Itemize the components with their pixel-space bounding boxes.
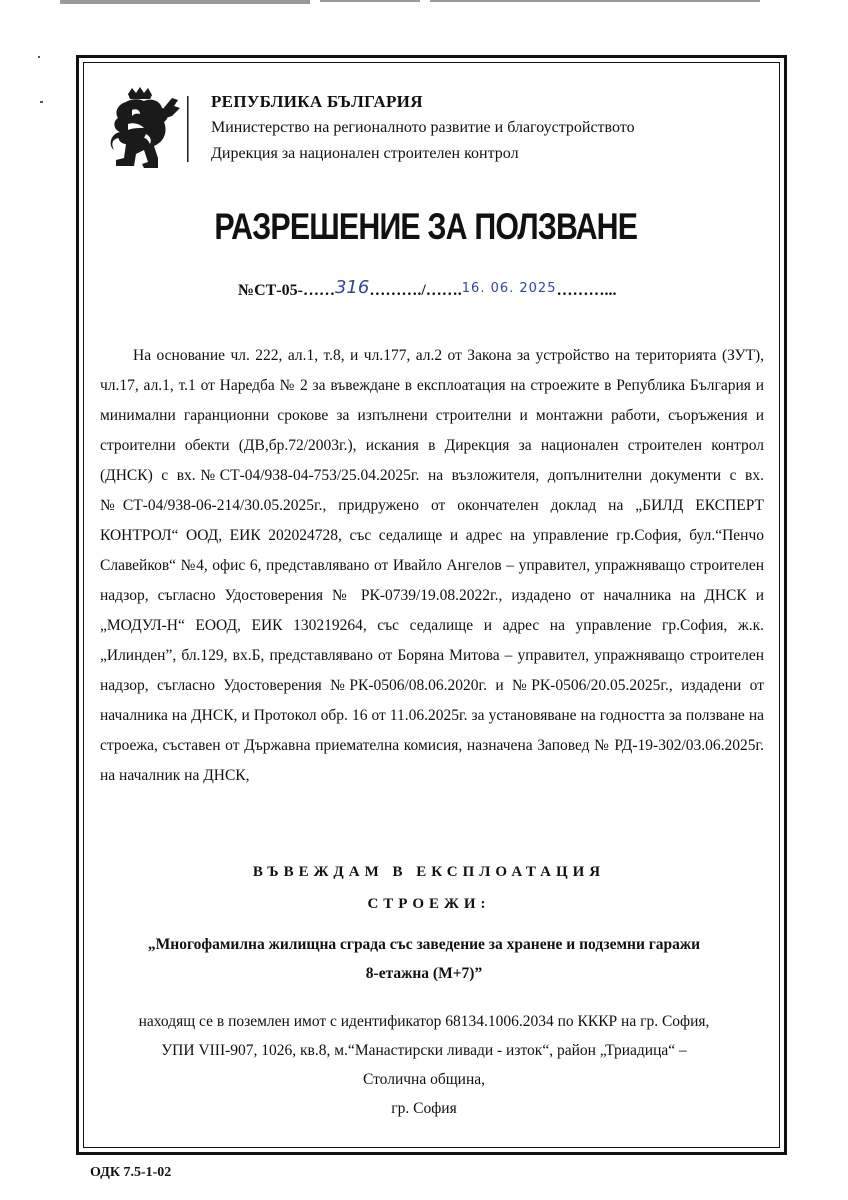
objects-heading: СТРОЕЖИ:: [367, 896, 491, 912]
registration-number: 316: [334, 277, 370, 298]
document-title: РАЗРЕШЕНИЕ ЗА ПОЛЗВАНЕ: [214, 206, 638, 247]
scan-edge-artifact: [430, 0, 760, 2]
registration-line: [238, 279, 616, 300]
registration-dots: ………...: [556, 282, 617, 299]
location-line: гр. София: [391, 1100, 457, 1117]
registration-prefix: №СТ-05-: [238, 282, 303, 299]
lion-coat-of-arms-icon: [106, 86, 192, 170]
form-code: ОДК 7.5-1-02: [90, 1165, 172, 1180]
registration-dots: ………./…….: [369, 282, 462, 299]
location-line: находящ се в поземлен имот с идентификатор 68134.1006.2034 по КККР на гр. София,: [138, 1013, 710, 1030]
location-line: Столична община,: [362, 1071, 486, 1088]
scan-edge-artifact: [60, 0, 310, 4]
registration-dots: ……: [302, 282, 335, 299]
legal-basis-paragraph: На основание чл. 222, ал.1, т.8, и чл.177, ал.2 от Закона за устройство на територията (ЗУТ), чл.17, ал.1, т.1 от Наредба № 2 за въвеждане в експлоатация на строежите в Република България и минимални гаранционни срокове за изпълнени строителни и монтажни работи, съоръжения и строителни обекти (ДВ,бр.72/2003г.), искания в Дирекция за национален строителен контрол (ДНСК) с вх.№СТ-04/938-04-753/25.04.2025г. на възложителя, допълнителни документи с вх.№СТ-04/938-06-214/30.05.2025г., придружено от окончателен доклад на „БИЛД ЕКСПЕРТ КОНТРОЛ“ ООД, ЕИК 202024728, със седалище и адрес на управление гр.София, бул.“Пенчо Славейков“ №4, офис 6, представлявано от Ивайло Ангелов – управител, упражняващо строителен надзор, съгласно Удостоверения № РК-0739/19.08.2022г., издадено от началника на ДНСК и „МОДУЛ-Н“ ЕООД, ЕИК 130219264, със седалище и адрес на управление гр.София, ж.к. „Илинден”, бл.129, вх.Б, представлявано от Боряна Митова – управител, упражняващо строителен надзор, съгласно Удостоверения №РК-0506/08.06.2020г. и №РК-0506/20.05.2025г., издадени от началника на ДНСК, и Протокол обр. 16 от 11.06.2025г. за установяване на годността за ползване на строежа, съставен от Държавна приемателна комисия, назначена Заповед № РД-19-302/03.06.2025г. на началник на ДНСК,: [100, 347, 764, 784]
registration-date: 16. 06. 2025: [461, 281, 557, 296]
scan-speck: [38, 56, 40, 58]
directorate-name: Дирекция за национален строителен контрол: [211, 145, 519, 162]
commission-statement: ВЪВЕЖДАМ В ЕКСПЛОАТАЦИЯ: [252, 864, 606, 880]
building-description: „Многофамилна жилищна сграда със заведение за хранене и подземни гаражи: [147, 936, 701, 953]
scan-speck: [40, 101, 43, 103]
building-floors: 8-етажна (М+7)”: [365, 965, 483, 982]
location-line: УПИ VIII-907, 1026, кв.8, м.“Манастирски ливади - изток“, район „Триадица“ –: [161, 1042, 687, 1059]
ministry-name: Министерство на регионалното развитие и благоустройството: [211, 119, 635, 136]
country-name: РЕПУБЛИКА БЪЛГАРИЯ: [211, 92, 423, 111]
scan-edge-artifact: [320, 0, 420, 2]
